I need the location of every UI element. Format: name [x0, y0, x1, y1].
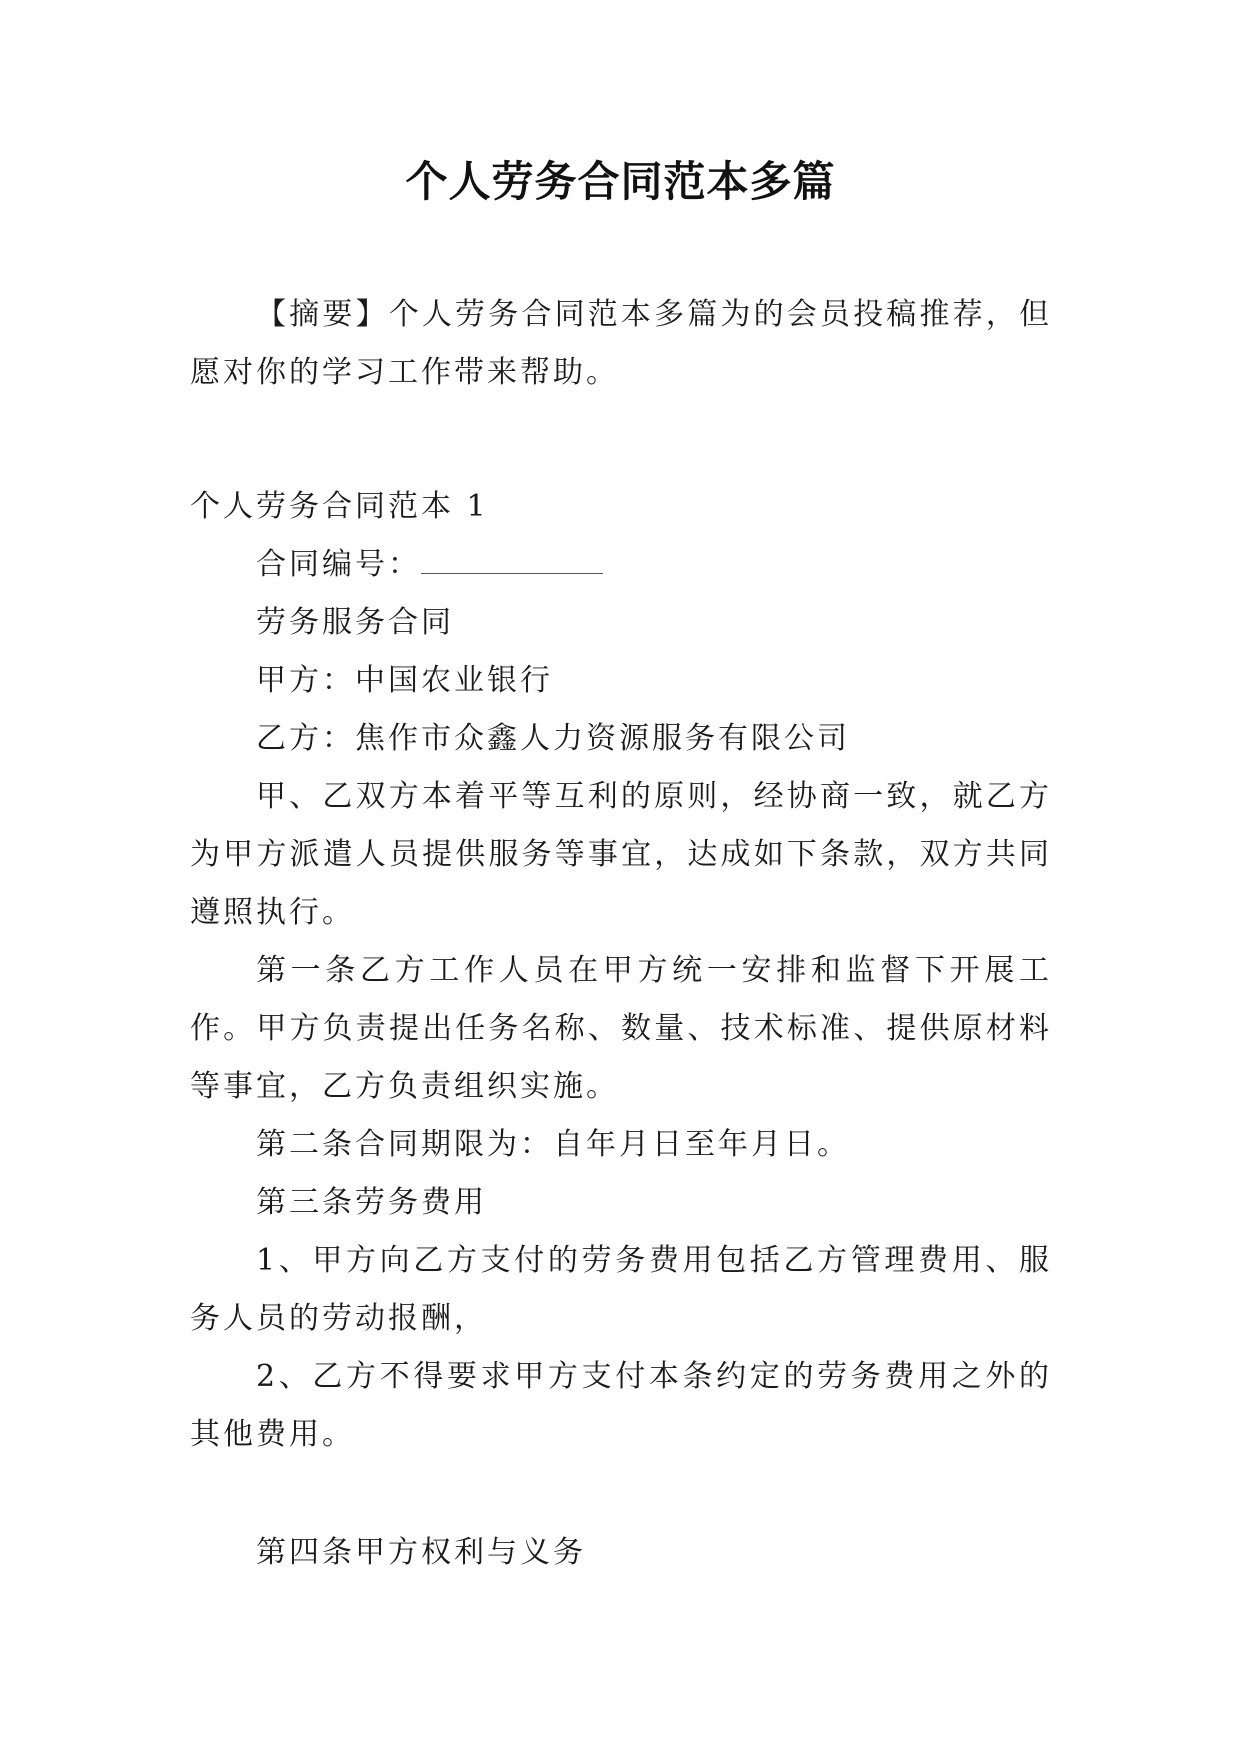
article-3-item-2: 2、乙方不得要求甲方支付本条约定的劳务费用之外的其他费用。 [190, 1359, 1052, 1452]
party-b: 乙方：焦作市众鑫人力资源服务有限公司 [256, 721, 850, 756]
article-3: 第三条劳务费用 [256, 1185, 487, 1220]
article-2: 第二条合同期限为：自年月日至年月日。 [256, 1127, 850, 1162]
preamble-paragraph: 甲、乙双方本着平等互利的原则，经协商一致，就乙方为甲方派遣人员提供服务等事宜，达成如下条款，双方共同遵照执行。 [190, 779, 1052, 930]
contract-number-blank [421, 549, 603, 574]
contract-number-label: 合同编号： [256, 547, 421, 582]
document-body [190, 286, 1052, 1582]
party-a: 甲方：中国农业银行 [256, 663, 553, 698]
document-title: 个人劳务合同范本多篇 [405, 157, 836, 206]
article-3-item-1: 1、甲方向乙方支付的劳务费用包括乙方管理费用、服务人员的劳动报酬， [190, 1243, 1052, 1336]
section-heading: 个人劳务合同范本 1 [190, 489, 489, 524]
article-1: 第一条乙方工作人员在甲方统一安排和监督下开展工作。甲方负责提出任务名称、数量、技术标准、提供原材料等事宜，乙方负责组织实施。 [190, 953, 1052, 1104]
contract-number-line [190, 536, 1052, 594]
contract-type: 劳务服务合同 [256, 605, 454, 640]
abstract-paragraph: 【摘要】个人劳务合同范本多篇为的会员投稿推荐，但愿对你的学习工作带来帮助。 [190, 297, 1052, 390]
article-4: 第四条甲方权利与义务 [256, 1535, 586, 1570]
